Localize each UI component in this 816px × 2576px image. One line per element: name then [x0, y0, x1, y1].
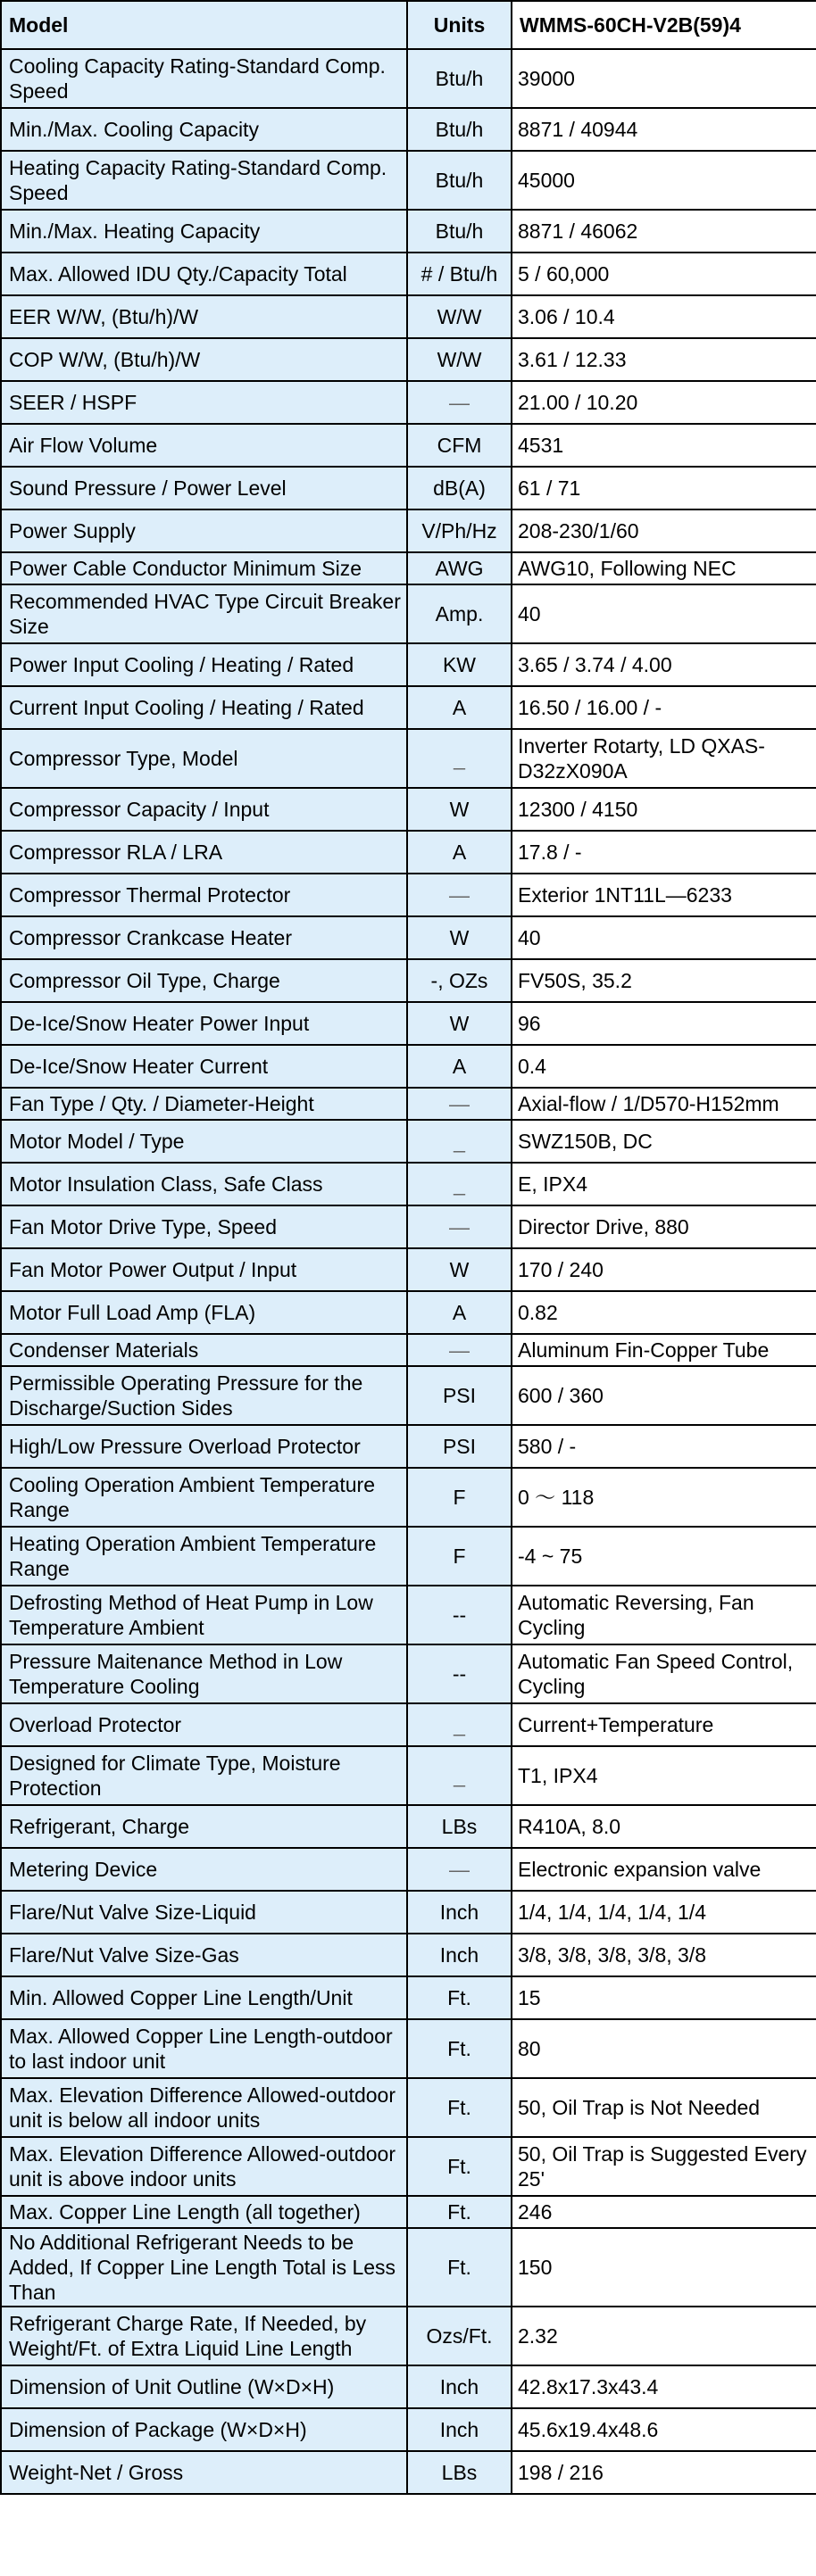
- parameter-cell: De-Ice/Snow Heater Power Input: [1, 1002, 407, 1045]
- table-row: [1, 874, 816, 916]
- table-row: [1, 1163, 816, 1205]
- parameter-cell: Max. Copper Line Length (all together): [1, 2196, 407, 2228]
- value-cell: 150: [512, 2228, 816, 2307]
- table-row: [1, 1366, 816, 1425]
- table-row: [1, 1468, 816, 1527]
- table-row: [1, 1586, 816, 1644]
- table-row: [1, 295, 816, 338]
- value-cell: 5 / 60,000: [512, 253, 816, 295]
- table-row: [1, 2365, 816, 2408]
- parameter-cell: Power Supply: [1, 509, 407, 552]
- value-cell: FV50S, 35.2: [512, 959, 816, 1002]
- parameter-cell: Max. Allowed IDU Qty./Capacity Total: [1, 253, 407, 295]
- value-cell: Exterior 1NT11L—6233: [512, 874, 816, 916]
- value-cell: 3.06 / 10.4: [512, 295, 816, 338]
- unit-cell: W/W: [407, 295, 512, 338]
- value-cell: 4531: [512, 424, 816, 467]
- parameter-cell: Defrosting Method of Heat Pump in Low Temperature Ambient: [1, 1586, 407, 1644]
- value-cell: 40: [512, 916, 816, 959]
- parameter-cell: Condenser Materials: [1, 1334, 407, 1366]
- parameter-cell: Pressure Maitenance Method in Low Temperature Cooling: [1, 1644, 407, 1703]
- table-row: [1, 1205, 816, 1248]
- table-row: [1, 1891, 816, 1934]
- parameter-cell: Min. Allowed Copper Line Length/Unit: [1, 1976, 407, 2019]
- parameter-cell: Compressor RLA / LRA: [1, 831, 407, 874]
- parameter-cell: Compressor Crankcase Heater: [1, 916, 407, 959]
- value-cell: 45.6x19.4x48.6: [512, 2408, 816, 2451]
- value-cell: 15: [512, 1976, 816, 2019]
- unit-cell: F: [407, 1527, 512, 1586]
- parameter-cell: No Additional Refrigerant Needs to be Added, If Copper Line Length Total is Less Than: [1, 2228, 407, 2307]
- table-row: [1, 1120, 816, 1163]
- model-header: Model: [1, 1, 407, 49]
- unit-cell: CFM: [407, 424, 512, 467]
- parameter-cell: Flare/Nut Valve Size-Liquid: [1, 1891, 407, 1934]
- parameter-cell: Power Input Cooling / Heating / Rated: [1, 643, 407, 686]
- unit-cell: F: [407, 1468, 512, 1527]
- unit-cell: —: [407, 1088, 512, 1120]
- parameter-cell: Cooling Capacity Rating-Standard Comp. Speed: [1, 49, 407, 108]
- value-cell: 61 / 71: [512, 467, 816, 509]
- value-cell: 600 / 360: [512, 1366, 816, 1425]
- value-cell: AWG10, Following NEC: [512, 552, 816, 584]
- unit-cell: Ft.: [407, 1976, 512, 2019]
- table-row: [1, 1002, 816, 1045]
- table-row: [1, 1248, 816, 1291]
- parameter-cell: Permissible Operating Pressure for the Discharge/Suction Sides: [1, 1366, 407, 1425]
- value-cell: 16.50 / 16.00 / -: [512, 686, 816, 729]
- parameter-cell: Dimension of Unit Outline (W×D×H): [1, 2365, 407, 2408]
- table-row: [1, 1934, 816, 1976]
- parameter-cell: Current Input Cooling / Heating / Rated: [1, 686, 407, 729]
- table-row: [1, 1088, 816, 1120]
- unit-cell: Inch: [407, 2408, 512, 2451]
- spec-table-body: [1, 49, 816, 2494]
- table-row: [1, 959, 816, 1002]
- table-row: [1, 788, 816, 831]
- value-cell: Axial-flow / 1/D570-H152mm: [512, 1088, 816, 1120]
- parameter-cell: Refrigerant, Charge: [1, 1805, 407, 1848]
- value-cell: -4 ~ 75: [512, 1527, 816, 1586]
- parameter-cell: Compressor Type, Model: [1, 729, 407, 788]
- value-cell: Current+Temperature: [512, 1703, 816, 1746]
- table-row: [1, 151, 816, 210]
- value-cell: Electronic expansion valve: [512, 1848, 816, 1891]
- unit-cell: A: [407, 1045, 512, 1088]
- table-row: [1, 916, 816, 959]
- value-cell: 2.32: [512, 2307, 816, 2365]
- value-cell: 39000: [512, 49, 816, 108]
- table-row: [1, 2078, 816, 2137]
- value-cell: Automatic Fan Speed Control, Cycling: [512, 1644, 816, 1703]
- value-cell: 1/4, 1/4, 1/4, 1/4, 1/4: [512, 1891, 816, 1934]
- unit-cell: Btu/h: [407, 210, 512, 253]
- value-cell: E, IPX4: [512, 1163, 816, 1205]
- parameter-cell: Weight-Net / Gross: [1, 2451, 407, 2494]
- unit-cell: Btu/h: [407, 108, 512, 151]
- value-cell: 45000: [512, 151, 816, 210]
- parameter-cell: SEER / HSPF: [1, 381, 407, 424]
- parameter-cell: De-Ice/Snow Heater Current: [1, 1045, 407, 1088]
- parameter-cell: Max. Allowed Copper Line Length-outdoor to last indoor unit: [1, 2019, 407, 2078]
- parameter-cell: Motor Model / Type: [1, 1120, 407, 1163]
- table-row: [1, 2408, 816, 2451]
- unit-cell: _: [407, 1703, 512, 1746]
- unit-cell: Btu/h: [407, 151, 512, 210]
- parameter-cell: Max. Elevation Difference Allowed-outdoor unit is below all indoor units: [1, 2078, 407, 2137]
- table-row: [1, 1805, 816, 1848]
- unit-cell: _: [407, 729, 512, 788]
- parameter-cell: Metering Device: [1, 1848, 407, 1891]
- parameter-cell: Max. Elevation Difference Allowed-outdoor unit is above indoor units: [1, 2137, 407, 2196]
- unit-cell: V/Ph/Hz: [407, 509, 512, 552]
- table-row: [1, 2451, 816, 2494]
- unit-cell: A: [407, 686, 512, 729]
- parameter-cell: Min./Max. Cooling Capacity: [1, 108, 407, 151]
- value-cell: R410A, 8.0: [512, 1805, 816, 1848]
- unit-cell: W: [407, 1248, 512, 1291]
- value-cell: 170 / 240: [512, 1248, 816, 1291]
- unit-cell: Ft.: [407, 2137, 512, 2196]
- value-cell: 3/8, 3/8, 3/8, 3/8, 3/8: [512, 1934, 816, 1976]
- value-cell: 50, Oil Trap is Suggested Every 25': [512, 2137, 816, 2196]
- unit-cell: Btu/h: [407, 49, 512, 108]
- table-row: [1, 210, 816, 253]
- parameter-cell: Compressor Capacity / Input: [1, 788, 407, 831]
- parameter-cell: COP W/W, (Btu/h)/W: [1, 338, 407, 381]
- unit-cell: Ozs/Ft.: [407, 2307, 512, 2365]
- parameter-cell: Compressor Oil Type, Charge: [1, 959, 407, 1002]
- value-cell: 0 ～ 118: [512, 1468, 816, 1527]
- parameter-cell: Heating Operation Ambient Temperature Range: [1, 1527, 407, 1586]
- table-row: [1, 1527, 816, 1586]
- unit-cell: —: [407, 1848, 512, 1891]
- table-row: [1, 108, 816, 151]
- header-row: [1, 1, 816, 49]
- value-cell: 198 / 216: [512, 2451, 816, 2494]
- unit-cell: —: [407, 874, 512, 916]
- table-row: [1, 2019, 816, 2078]
- unit-cell: AWG: [407, 552, 512, 584]
- unit-cell: -, OZs: [407, 959, 512, 1002]
- table-row: [1, 831, 816, 874]
- value-cell: 21.00 / 10.20: [512, 381, 816, 424]
- value-cell: 96: [512, 1002, 816, 1045]
- table-row: [1, 1425, 816, 1468]
- value-cell: Automatic Reversing, Fan Cycling: [512, 1586, 816, 1644]
- table-row: [1, 2228, 816, 2307]
- table-row: [1, 729, 816, 788]
- value-cell: 12300 / 4150: [512, 788, 816, 831]
- value-cell: 8871 / 46062: [512, 210, 816, 253]
- parameter-cell: Power Cable Conductor Minimum Size: [1, 552, 407, 584]
- value-cell: 8871 / 40944: [512, 108, 816, 151]
- table-row: [1, 1045, 816, 1088]
- unit-cell: A: [407, 831, 512, 874]
- value-cell: 17.8 / -: [512, 831, 816, 874]
- table-row: [1, 2196, 816, 2228]
- parameter-cell: Cooling Operation Ambient Temperature Range: [1, 1468, 407, 1527]
- unit-cell: W/W: [407, 338, 512, 381]
- units-header: Units: [407, 1, 512, 49]
- value-cell: 580 / -: [512, 1425, 816, 1468]
- model-value-header: WMMS-60CH-V2B(59)4: [512, 1, 816, 49]
- unit-cell: # / Btu/h: [407, 253, 512, 295]
- unit-cell: _: [407, 1120, 512, 1163]
- value-cell: 42.8x17.3x43.4: [512, 2365, 816, 2408]
- table-row: [1, 1848, 816, 1891]
- value-cell: 0.4: [512, 1045, 816, 1088]
- unit-cell: —: [407, 1334, 512, 1366]
- table-row: [1, 1746, 816, 1805]
- value-cell: 246: [512, 2196, 816, 2228]
- parameter-cell: Overload Protector: [1, 1703, 407, 1746]
- table-row: [1, 1703, 816, 1746]
- unit-cell: --: [407, 1644, 512, 1703]
- unit-cell: Ft.: [407, 2078, 512, 2137]
- table-row: [1, 467, 816, 509]
- unit-cell: Inch: [407, 2365, 512, 2408]
- parameter-cell: Air Flow Volume: [1, 424, 407, 467]
- parameter-cell: High/Low Pressure Overload Protector: [1, 1425, 407, 1468]
- parameter-cell: EER W/W, (Btu/h)/W: [1, 295, 407, 338]
- table-row: [1, 253, 816, 295]
- table-row: [1, 1334, 816, 1366]
- unit-cell: _: [407, 1163, 512, 1205]
- table-row: [1, 584, 816, 643]
- table-row: [1, 509, 816, 552]
- unit-cell: —: [407, 381, 512, 424]
- unit-cell: W: [407, 788, 512, 831]
- table-row: [1, 338, 816, 381]
- table-row: [1, 424, 816, 467]
- unit-cell: _: [407, 1746, 512, 1805]
- value-cell: T1, IPX4: [512, 1746, 816, 1805]
- parameter-cell: Refrigerant Charge Rate, If Needed, by Weight/Ft. of Extra Liquid Line Length: [1, 2307, 407, 2365]
- unit-cell: dB(A): [407, 467, 512, 509]
- unit-cell: W: [407, 916, 512, 959]
- table-row: [1, 49, 816, 108]
- table-row: [1, 2137, 816, 2196]
- parameter-cell: Fan Motor Power Output / Input: [1, 1248, 407, 1291]
- table-row: [1, 2307, 816, 2365]
- parameter-cell: Sound Pressure / Power Level: [1, 467, 407, 509]
- table-row: [1, 1291, 816, 1334]
- unit-cell: W: [407, 1002, 512, 1045]
- value-cell: 0.82: [512, 1291, 816, 1334]
- parameter-cell: Fan Motor Drive Type, Speed: [1, 1205, 407, 1248]
- unit-cell: Inch: [407, 1891, 512, 1934]
- table-row: [1, 1976, 816, 2019]
- value-cell: 50, Oil Trap is Not Needed: [512, 2078, 816, 2137]
- unit-cell: Ft.: [407, 2019, 512, 2078]
- value-cell: Inverter Rotarty, LD QXAS-D32zX090A: [512, 729, 816, 788]
- unit-cell: Amp.: [407, 584, 512, 643]
- table-row: [1, 1644, 816, 1703]
- unit-cell: Ft.: [407, 2196, 512, 2228]
- unit-cell: LBs: [407, 2451, 512, 2494]
- unit-cell: PSI: [407, 1366, 512, 1425]
- parameter-cell: Motor Full Load Amp (FLA): [1, 1291, 407, 1334]
- table-row: [1, 381, 816, 424]
- parameter-cell: Recommended HVAC Type Circuit Breaker Size: [1, 584, 407, 643]
- unit-cell: LBs: [407, 1805, 512, 1848]
- table-row: [1, 643, 816, 686]
- table-row: [1, 552, 816, 584]
- unit-cell: Inch: [407, 1934, 512, 1976]
- value-cell: 3.61 / 12.33: [512, 338, 816, 381]
- parameter-cell: Designed for Climate Type, Moisture Protection: [1, 1746, 407, 1805]
- parameter-cell: Heating Capacity Rating-Standard Comp. Speed: [1, 151, 407, 210]
- value-cell: 40: [512, 584, 816, 643]
- parameter-cell: Compressor Thermal Protector: [1, 874, 407, 916]
- unit-cell: —: [407, 1205, 512, 1248]
- table-row: [1, 686, 816, 729]
- value-cell: 80: [512, 2019, 816, 2078]
- parameter-cell: Motor Insulation Class, Safe Class: [1, 1163, 407, 1205]
- unit-cell: KW: [407, 643, 512, 686]
- unit-cell: Ft.: [407, 2228, 512, 2307]
- value-cell: 3.65 / 3.74 / 4.00: [512, 643, 816, 686]
- value-cell: SWZ150B, DC: [512, 1120, 816, 1163]
- value-cell: 208-230/1/60: [512, 509, 816, 552]
- parameter-cell: Flare/Nut Valve Size-Gas: [1, 1934, 407, 1976]
- value-cell: Aluminum Fin-Copper Tube: [512, 1334, 816, 1366]
- unit-cell: PSI: [407, 1425, 512, 1468]
- unit-cell: A: [407, 1291, 512, 1334]
- parameter-cell: Fan Type / Qty. / Diameter-Height: [1, 1088, 407, 1120]
- value-cell: Director Drive, 880: [512, 1205, 816, 1248]
- parameter-cell: Min./Max. Heating Capacity: [1, 210, 407, 253]
- unit-cell: --: [407, 1586, 512, 1644]
- parameter-cell: Dimension of Package (W×D×H): [1, 2408, 407, 2451]
